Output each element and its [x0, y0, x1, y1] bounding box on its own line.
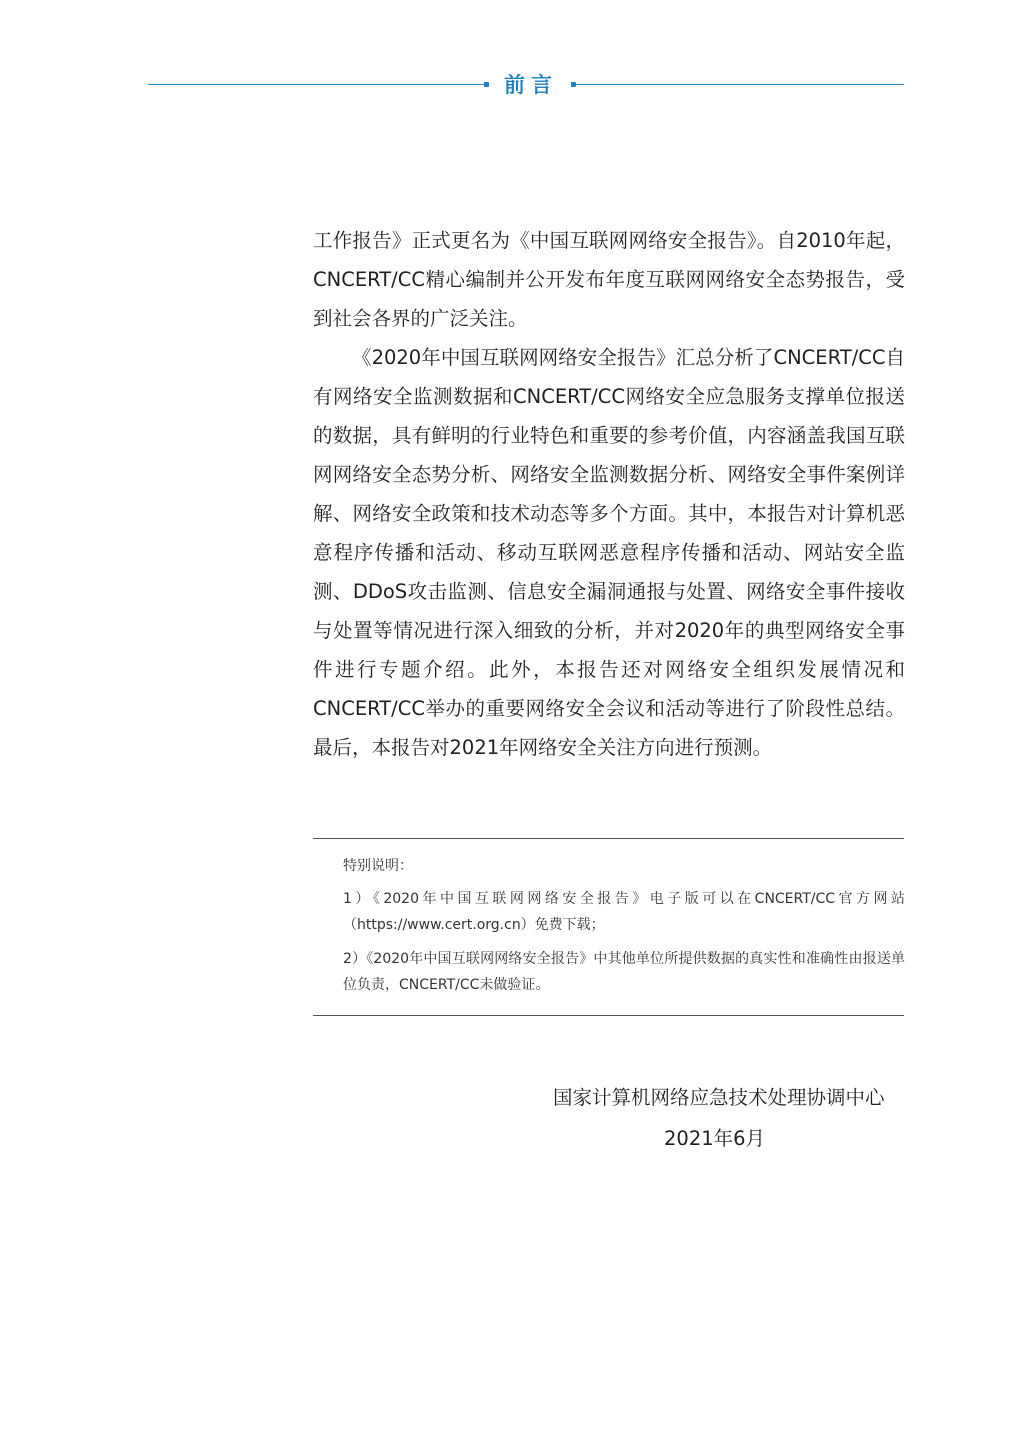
- header-rule-left: [148, 84, 486, 85]
- signature-date: 2021年6月: [664, 1127, 766, 1150]
- paragraph-summary: 《2020年中国互联网网络安全报告》汇总分析了CNCERT/CC自有网络安全监测数据和CNCERT/CC网络安全应急服务支撑单位报送的数据，具有鲜明的行业特色和重要的参考价值，内容涵盖我国互联网网络安全态势分析、网络安全监测数据分析、网络安全事件案例详解、网络安全政策和技术动态等多个方面。其中，本报告对计算机恶意程序传播和活动、移动互联网恶意程序传播和活动、网站安全监测、DDoS攻击监测、信息安全漏洞通报与处置、网络安全事件接收与处置等情况进行深入细致的分析，并对2020年的典型网络安全事件进行专题介绍。此外，本报告还对网络安全组织发展情况和CNCERT/CC举办的重要网络安全会议和活动等进行了阶段性总结。最后，本报告对2021年网络安全关注方向进行预测。: [313, 346, 905, 759]
- note-rule-top: [313, 838, 904, 839]
- paragraph-continued: 工作报告》正式更名为《中国互联网网络安全报告》。自2010年起，CNCERT/CC精心编制并公开发布年度互联网网络安全态势报告，受到社会各界的广泛关注。: [313, 229, 905, 330]
- note-item-download: 1）《2020年中国互联网网络安全报告》电子版可以在CNCERT/CC官方网站（https://www.cert.org.cn）免费下载；: [343, 891, 905, 933]
- body-text: [313, 221, 905, 767]
- signature-organization: 国家计算机网络应急技术处理协调中心: [553, 1086, 885, 1109]
- note-item-disclaimer: 2）《2020年中国互联网网络安全报告》中其他单位所提供数据的真实性和准确性由报送单位负责，CNCERT/CC未做验证。: [343, 951, 905, 993]
- header-dot-left: [484, 82, 489, 87]
- special-note: [343, 853, 905, 1006]
- note-rule-bottom: [313, 1015, 904, 1016]
- note-title: 特别说明：: [343, 858, 413, 874]
- page-title: 前言: [504, 73, 558, 97]
- header-rule-right: [576, 84, 904, 85]
